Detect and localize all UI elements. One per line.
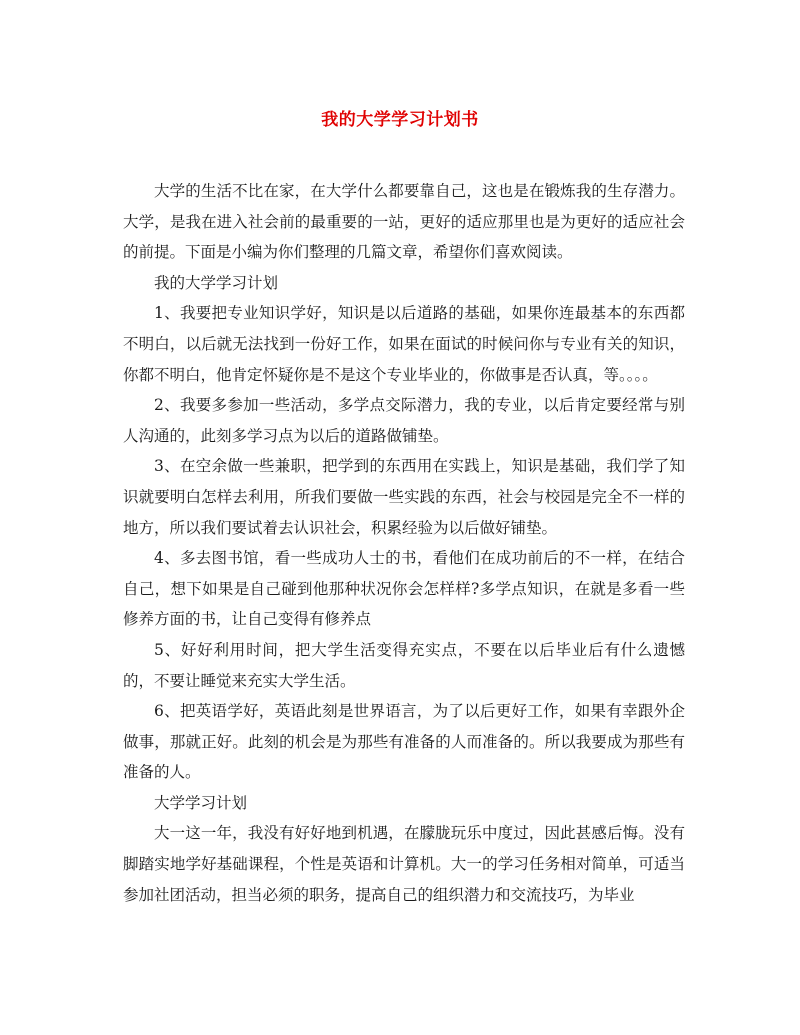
plan-item-1: 1、我要把专业知识学好，知识是以后道路的基础，如果你连最基本的东西都不明白，以后就无法找到一份好工作，如果在面试的时候问你与专业有关的知识，你都不明白，他肯定怀疑你是不是这个专业毕业的，你做事是否认真，等。。。。	[123, 304, 685, 384]
document-title: 我的大学学习计划书	[321, 110, 479, 130]
study-plan-paragraph: 大一这一年，我没有好好地到机遇，在朦胧玩乐中度过，因此甚感后悔。没有脚踏实地学好基础课程，个性是英语和计算机。大一的学习任务相对简单，可适当参加社团活动，担当必须的职务，提高自己的组织潜力和交流技巧，为毕业	[123, 824, 685, 904]
plan-item-4: 4、多去图书馆，看一些成功人士的书，看他们在成功前后的不一样，在结合自己，想下如果是自己碰到他那种状况你会怎样样?多学点知识，在就是多看一些修养方面的书，让自己变得有修养点	[123, 549, 685, 629]
section-heading-study-plan: 大学学习计划	[154, 793, 248, 812]
plan-item-2: 2、我要多参加一些活动，多学点交际潜力，我的专业，以后肯定要经常与别人沟通的，此刻多学习点为以后的道路做铺垫。	[123, 396, 685, 445]
plan-item-5: 5、好好利用时间，把大学生活变得充实点，不要在以后毕业后有什么遗憾的，不要让睡觉来充实大学生活。	[123, 640, 685, 690]
document-body	[123, 176, 685, 910]
intro-paragraph: 大学的生活不比在家，在大学什么都要靠自己，这也是在锻炼我的生存潜力。大学，是我在进入社会前的最重要的一站，更好的适应那里也是为更好的适应社会的前提。下面是小编为你们整理的几篇文章，希望你们喜欢阅读。	[123, 182, 685, 262]
plan-item-6: 6、把英语学好，英语此刻是世界语言，为了以后更好工作，如果有幸跟外企做事，那就正好。此刻的机会是为那些有准备的人而准备的。所以我要成为那些有准备的人。	[123, 702, 685, 782]
section-heading-my-plan: 我的大学学习计划	[154, 273, 279, 292]
plan-item-3: 3、在空余做一些兼职，把学到的东西用在实践上，知识是基础，我们学了知识就要明白怎样去利用，所我们要做一些实践的东西，社会与校园是完全不一样的地方，所以我们要试着去认识社会，积累经验为以后做好铺垫。	[123, 457, 685, 537]
